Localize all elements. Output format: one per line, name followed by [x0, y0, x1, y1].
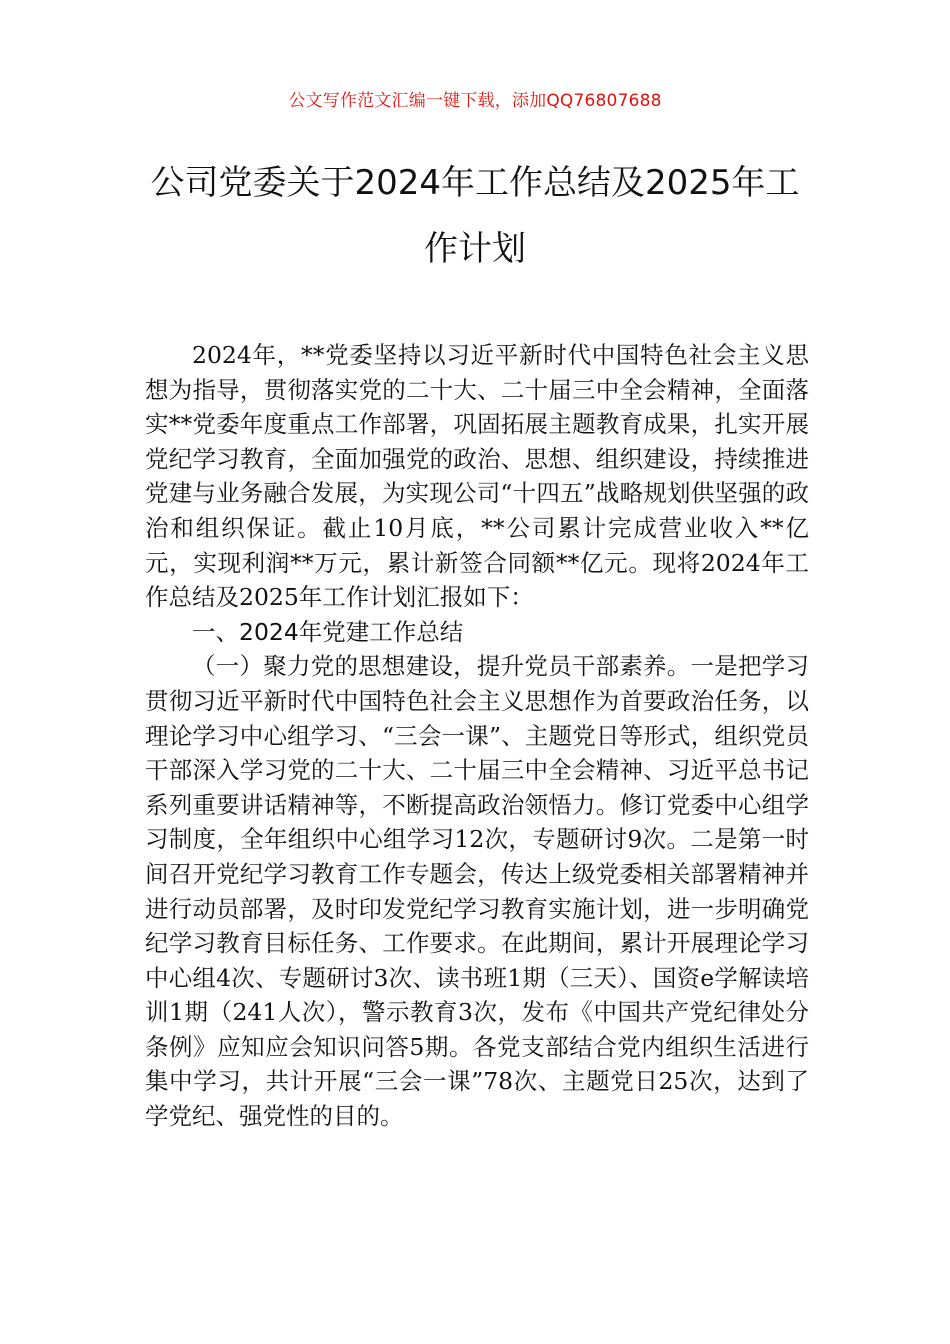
promo-banner: 公文写作范文汇编一键下载，添加QQ76807688 — [288, 91, 662, 111]
section-paragraph: （一）聚力党的思想建设，提升党员干部素养。一是把学习贯彻习近平新时代中国特色社会主义思想作为首要政治任务，以理论学习中心组学习、“三会一课”、主题党日等形式，组织党员干部深入学习党的二十大、二十届三中全会精神、习近平总书记系列重要讲话精神等，不断提高政治领悟力。修订党委中心组学习制度，全年组织中心组学习12次，专题研讨9次。二是第一时间召开党纪学习教育工作专题会，传达上级党委相关部署精神并进行动员部署，及时印发党纪学习教育实施计划，进一步明确党纪学习教育目标任务、工作要求。在此期间，累计开展理论学习中心组4次、专题研讨3次、读书班1期（三天）、国资e学解读培训1期（241人次），警示教育3次，发布《中国共产党纪律处分条例》应知应会知识问答5期。各党支部结合党内组织生活进行集中学习，共计开展“三会一课”78次、主题党日25次，达到了学党纪、强党性的目的。 — [145, 652, 809, 1131]
document-title: 公司党委关于2024年工作总结及2025年工作计划 — [150, 163, 800, 269]
intro-paragraph: 2024年，**党委坚持以习近平新时代中国特色社会主义思想为指导，贯彻落实党的二十大、二十届三中全会精神，全面落实**党委年度重点工作部署，巩固拓展主题教育成果，扎实开展党纪学习教育，全面加强党的政治、思想、组织建设，持续推进党建与业务融合发展，为实现公司“十四五”战略规划供坚强的政治和组织保证。截止10月底，**公司累计完成营业收入**亿元，实现利润**万元，累计新签合同额**亿元。现将2024年工作总结及2025年工作计划汇报如下： — [145, 341, 809, 612]
section-heading: 一、2024年党建工作总结 — [192, 617, 464, 646]
document-body — [145, 338, 809, 1134]
